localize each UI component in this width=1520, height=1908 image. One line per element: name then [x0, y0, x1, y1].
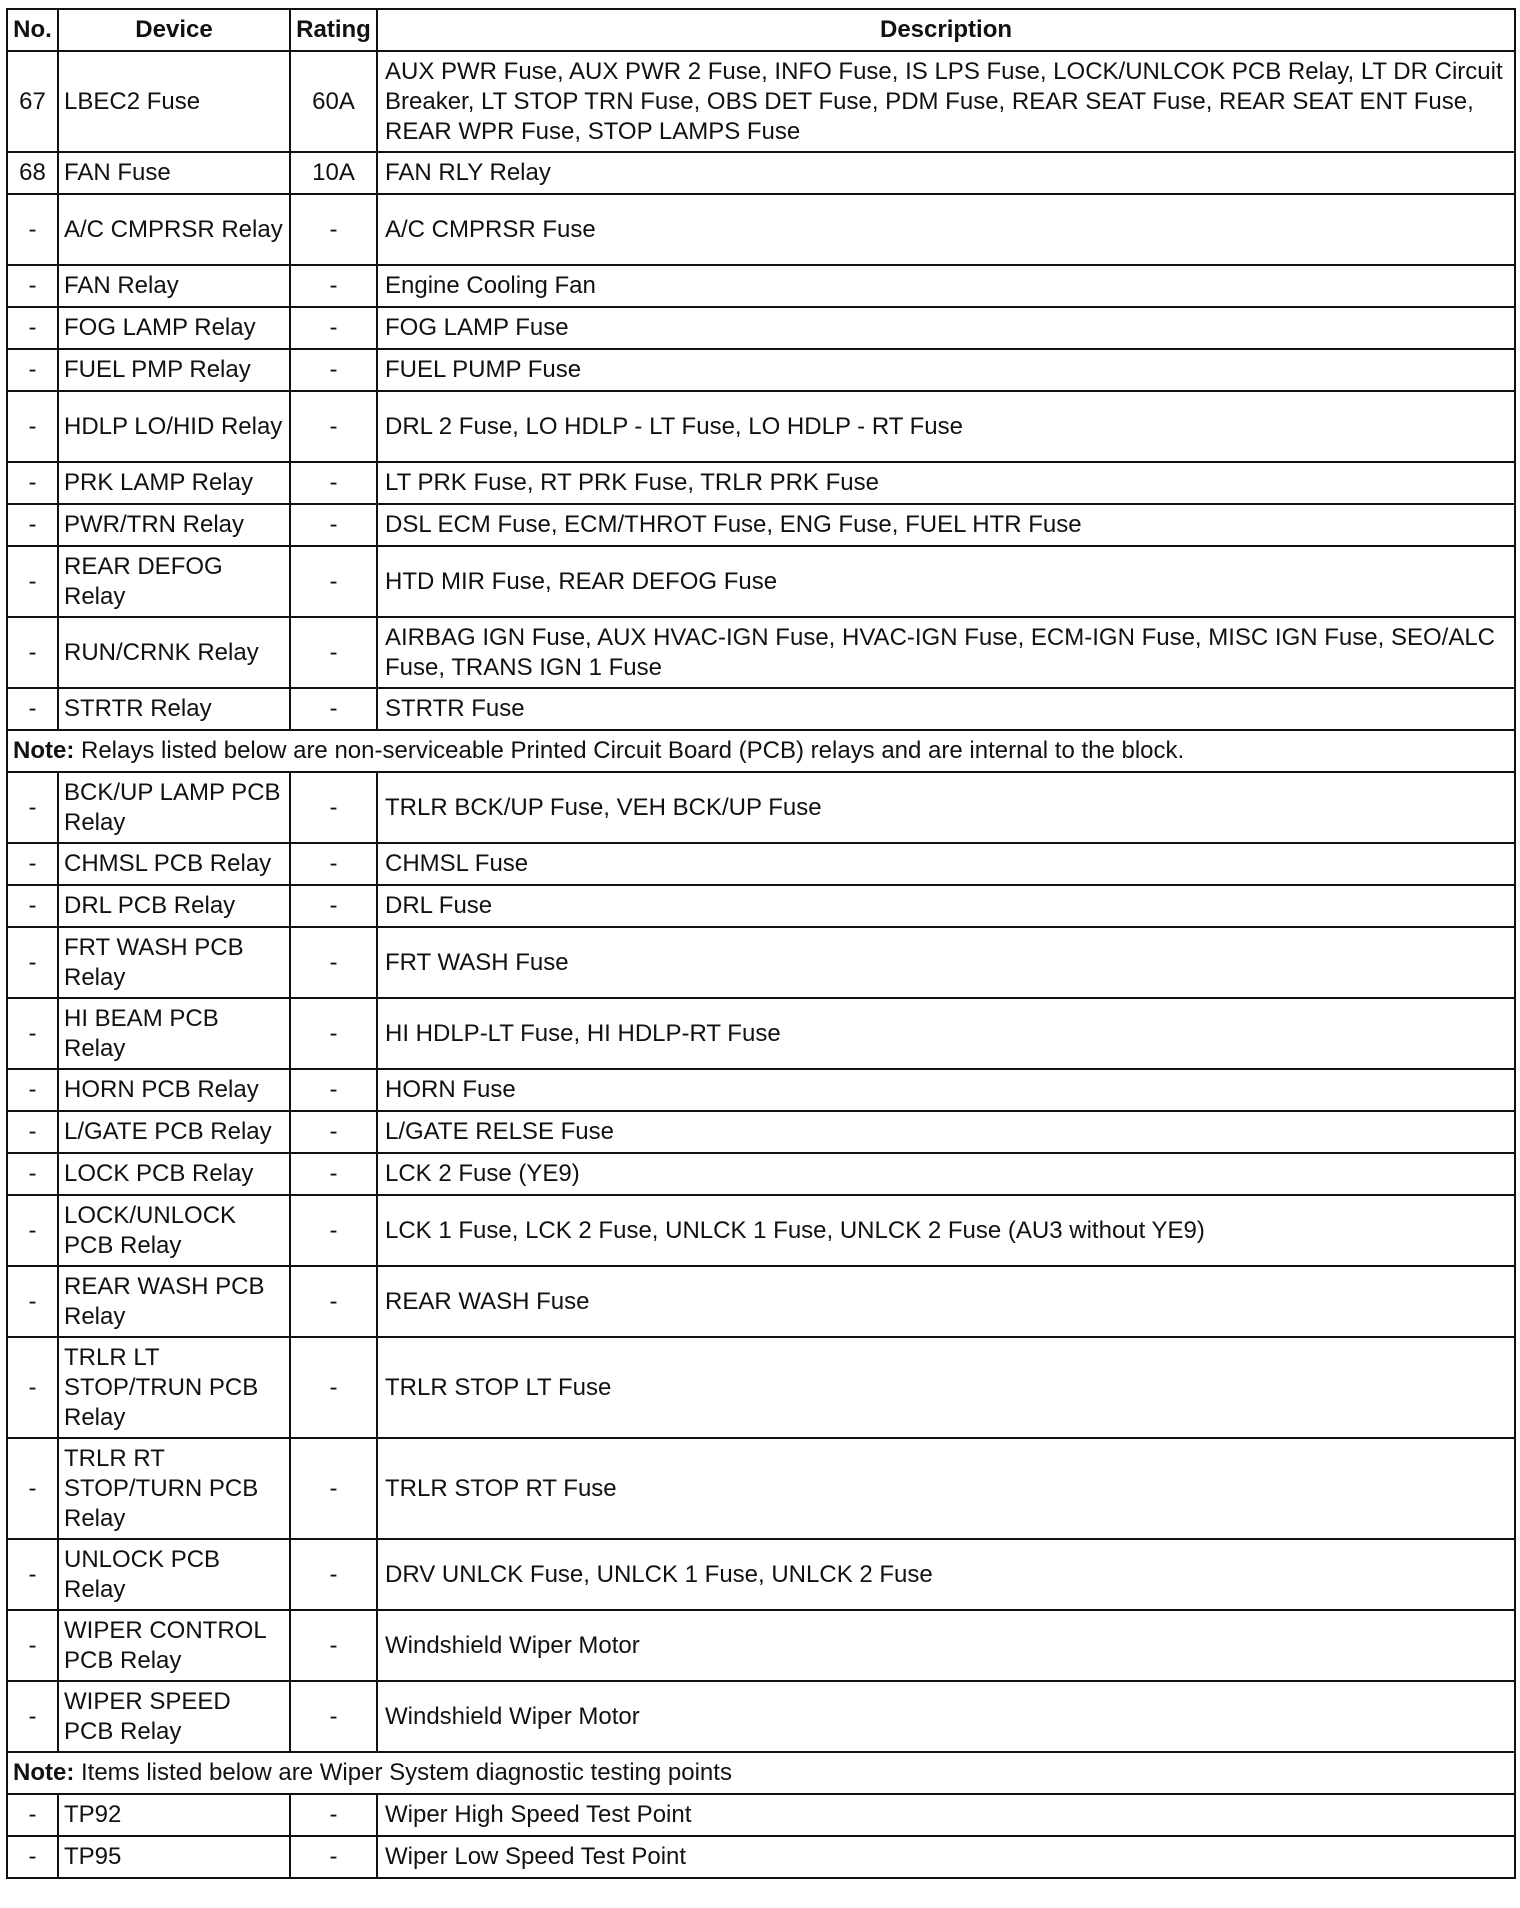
cell-device: HDLP LO/HID Relay	[58, 391, 290, 462]
cell-no: -	[7, 1111, 58, 1153]
cell-no: -	[7, 1681, 58, 1752]
cell-no: -	[7, 391, 58, 462]
cell-description: DSL ECM Fuse, ECM/THROT Fuse, ENG Fuse, FUEL HTR Fuse	[377, 504, 1515, 546]
table-row	[7, 265, 1515, 307]
cell-no: -	[7, 1539, 58, 1610]
cell-description: Windshield Wiper Motor	[377, 1681, 1515, 1752]
cell-description: HTD MIR Fuse, REAR DEFOG Fuse	[377, 546, 1515, 617]
table-row	[7, 1266, 1515, 1337]
cell-description: DRV UNLCK Fuse, UNLCK 1 Fuse, UNLCK 2 Fuse	[377, 1539, 1515, 1610]
cell-device: DRL PCB Relay	[58, 885, 290, 927]
fuse-relay-table-page	[6, 8, 1514, 1879]
cell-device: TRLR RT STOP/TURN PCB Relay	[58, 1438, 290, 1539]
cell-description: TRLR BCK/UP Fuse, VEH BCK/UP Fuse	[377, 772, 1515, 843]
cell-description: REAR WASH Fuse	[377, 1266, 1515, 1337]
cell-description: LCK 2 Fuse (YE9)	[377, 1153, 1515, 1195]
cell-description: A/C CMPRSR Fuse	[377, 194, 1515, 265]
cell-rating: -	[290, 998, 377, 1069]
cell-description: TRLR STOP RT Fuse	[377, 1438, 1515, 1539]
table-row	[7, 885, 1515, 927]
cell-no: -	[7, 998, 58, 1069]
cell-rating: -	[290, 1610, 377, 1681]
table-row	[7, 843, 1515, 885]
cell-rating: -	[290, 1438, 377, 1539]
cell-rating: -	[290, 1069, 377, 1111]
table-row	[7, 307, 1515, 349]
cell-no: 68	[7, 152, 58, 194]
cell-rating: -	[290, 1337, 377, 1438]
cell-rating: -	[290, 1266, 377, 1337]
table-row	[7, 1836, 1515, 1878]
cell-rating: -	[290, 1539, 377, 1610]
cell-rating: -	[290, 1681, 377, 1752]
cell-device: WIPER SPEED PCB Relay	[58, 1681, 290, 1752]
table-row	[7, 391, 1515, 462]
cell-no: -	[7, 688, 58, 730]
table-row	[7, 617, 1515, 688]
cell-rating: -	[290, 772, 377, 843]
table-row	[7, 504, 1515, 546]
table-row	[7, 927, 1515, 998]
header-no: No.	[7, 9, 58, 51]
cell-device: LOCK PCB Relay	[58, 1153, 290, 1195]
cell-rating: 10A	[290, 152, 377, 194]
cell-no: -	[7, 1195, 58, 1266]
table-row	[7, 349, 1515, 391]
cell-device: REAR DEFOG Relay	[58, 546, 290, 617]
table-row	[7, 546, 1515, 617]
cell-rating: -	[290, 307, 377, 349]
cell-device: L/GATE PCB Relay	[58, 1111, 290, 1153]
table-row	[7, 1195, 1515, 1266]
header-device: Device	[58, 9, 290, 51]
cell-description: Windshield Wiper Motor	[377, 1610, 1515, 1681]
table-row	[7, 1539, 1515, 1610]
cell-device: FUEL PMP Relay	[58, 349, 290, 391]
cell-rating: -	[290, 843, 377, 885]
header-description: Description	[377, 9, 1515, 51]
cell-device: TP92	[58, 1794, 290, 1836]
cell-device: UNLOCK PCB Relay	[58, 1539, 290, 1610]
cell-no: -	[7, 1610, 58, 1681]
cell-description: DRL 2 Fuse, LO HDLP - LT Fuse, LO HDLP - RT Fuse	[377, 391, 1515, 462]
cell-no: -	[7, 772, 58, 843]
cell-no: -	[7, 1153, 58, 1195]
cell-rating: -	[290, 1195, 377, 1266]
cell-no: -	[7, 307, 58, 349]
cell-rating: 60A	[290, 51, 377, 152]
cell-no: -	[7, 885, 58, 927]
note-text: Relays listed below are non-serviceable Printed Circuit Board (PCB) relays and are internal to the block.	[74, 737, 1185, 764]
cell-no: -	[7, 927, 58, 998]
cell-no: -	[7, 1069, 58, 1111]
table-row	[7, 1069, 1515, 1111]
cell-no: -	[7, 1337, 58, 1438]
note-row	[7, 730, 1515, 772]
table-row	[7, 1153, 1515, 1195]
cell-description: FOG LAMP Fuse	[377, 307, 1515, 349]
cell-rating: -	[290, 391, 377, 462]
note-label: Note:	[13, 1759, 75, 1786]
fuse-relay-table	[6, 8, 1516, 1879]
cell-device: LOCK/UNLOCK PCB Relay	[58, 1195, 290, 1266]
cell-no: -	[7, 265, 58, 307]
cell-no: -	[7, 546, 58, 617]
cell-no: -	[7, 617, 58, 688]
table-row	[7, 51, 1515, 152]
cell-no: -	[7, 504, 58, 546]
cell-description: FAN RLY Relay	[377, 152, 1515, 194]
note-label: Note:	[13, 737, 75, 764]
cell-description: HI HDLP-LT Fuse, HI HDLP-RT Fuse	[377, 998, 1515, 1069]
note-text: Items listed below are Wiper System diagnostic testing points	[74, 1759, 732, 1786]
cell-device: TRLR LT STOP/TRUN PCB Relay	[58, 1337, 290, 1438]
cell-device: HORN PCB Relay	[58, 1069, 290, 1111]
cell-no: -	[7, 843, 58, 885]
header-rating: Rating	[290, 9, 377, 51]
cell-description: Wiper Low Speed Test Point	[377, 1836, 1515, 1878]
cell-no: -	[7, 1266, 58, 1337]
cell-rating: -	[290, 885, 377, 927]
cell-device: A/C CMPRSR Relay	[58, 194, 290, 265]
cell-description: TRLR STOP LT Fuse	[377, 1337, 1515, 1438]
cell-description: LCK 1 Fuse, LCK 2 Fuse, UNLCK 1 Fuse, UNLCK 2 Fuse (AU3 without YE9)	[377, 1195, 1515, 1266]
cell-description: LT PRK Fuse, RT PRK Fuse, TRLR PRK Fuse	[377, 462, 1515, 504]
cell-description: FRT WASH Fuse	[377, 927, 1515, 998]
cell-no: -	[7, 194, 58, 265]
cell-device: RUN/CRNK Relay	[58, 617, 290, 688]
table-row	[7, 772, 1515, 843]
cell-device: LBEC2 Fuse	[58, 51, 290, 152]
table-row	[7, 1610, 1515, 1681]
cell-description: AIRBAG IGN Fuse, AUX HVAC-IGN Fuse, HVAC-IGN Fuse, ECM-IGN Fuse, MISC IGN Fuse, SEO/ALC Fuse, TRANS IGN 1 Fuse	[377, 617, 1515, 688]
cell-description: FUEL PUMP Fuse	[377, 349, 1515, 391]
table-row	[7, 1438, 1515, 1539]
cell-description: Wiper High Speed Test Point	[377, 1794, 1515, 1836]
cell-device: BCK/UP LAMP PCB Relay	[58, 772, 290, 843]
table-row	[7, 1111, 1515, 1153]
cell-rating: -	[290, 349, 377, 391]
cell-rating: -	[290, 688, 377, 730]
cell-device: FOG LAMP Relay	[58, 307, 290, 349]
table-row	[7, 688, 1515, 730]
cell-description: STRTR Fuse	[377, 688, 1515, 730]
table-header-row	[7, 9, 1515, 51]
cell-no: -	[7, 1836, 58, 1878]
cell-device: REAR WASH PCB Relay	[58, 1266, 290, 1337]
cell-rating: -	[290, 265, 377, 307]
cell-rating: -	[290, 462, 377, 504]
cell-no: -	[7, 349, 58, 391]
cell-device: HI BEAM PCB Relay	[58, 998, 290, 1069]
cell-device: FAN Fuse	[58, 152, 290, 194]
cell-device: WIPER CONTROL PCB Relay	[58, 1610, 290, 1681]
cell-rating: -	[290, 1836, 377, 1878]
cell-rating: -	[290, 1153, 377, 1195]
table-row	[7, 462, 1515, 504]
note-cell	[7, 1752, 1515, 1794]
cell-description: DRL Fuse	[377, 885, 1515, 927]
table-row	[7, 1681, 1515, 1752]
cell-rating: -	[290, 504, 377, 546]
note-row	[7, 1752, 1515, 1794]
table-row	[7, 1337, 1515, 1438]
cell-device: TP95	[58, 1836, 290, 1878]
note-cell	[7, 730, 1515, 772]
cell-description: Engine Cooling Fan	[377, 265, 1515, 307]
cell-description: AUX PWR Fuse, AUX PWR 2 Fuse, INFO Fuse, IS LPS Fuse, LOCK/UNLCOK PCB Relay, LT DR Circuit Breaker, LT STOP TRN Fuse, OBS DET Fuse, PDM Fuse, REAR SEAT Fuse, REAR SEAT ENT Fuse, REAR WPR Fuse, STOP LAMPS Fuse	[377, 51, 1515, 152]
cell-no: -	[7, 462, 58, 504]
cell-device: PWR/TRN Relay	[58, 504, 290, 546]
cell-rating: -	[290, 617, 377, 688]
cell-rating: -	[290, 1111, 377, 1153]
cell-no: -	[7, 1794, 58, 1836]
cell-rating: -	[290, 927, 377, 998]
cell-device: FAN Relay	[58, 265, 290, 307]
cell-device: FRT WASH PCB Relay	[58, 927, 290, 998]
cell-device: PRK LAMP Relay	[58, 462, 290, 504]
cell-description: CHMSL Fuse	[377, 843, 1515, 885]
table-body	[7, 51, 1515, 1878]
cell-rating: -	[290, 546, 377, 617]
table-row	[7, 194, 1515, 265]
cell-description: HORN Fuse	[377, 1069, 1515, 1111]
cell-device: CHMSL PCB Relay	[58, 843, 290, 885]
cell-description: L/GATE RELSE Fuse	[377, 1111, 1515, 1153]
cell-device: STRTR Relay	[58, 688, 290, 730]
cell-rating: -	[290, 1794, 377, 1836]
cell-no: 67	[7, 51, 58, 152]
cell-no: -	[7, 1438, 58, 1539]
cell-rating: -	[290, 194, 377, 265]
table-row	[7, 998, 1515, 1069]
table-row	[7, 1794, 1515, 1836]
table-row	[7, 152, 1515, 194]
